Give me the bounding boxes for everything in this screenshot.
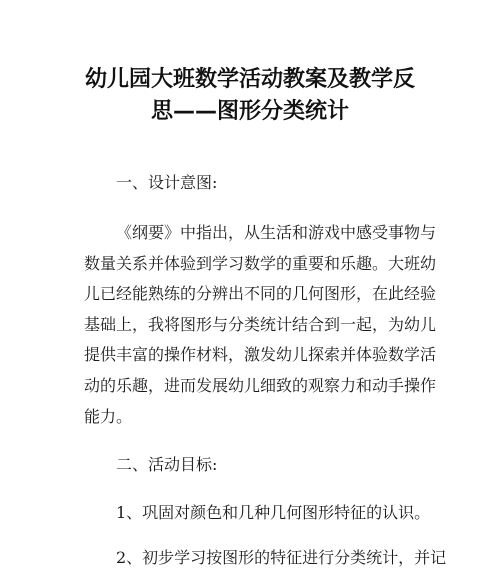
goal-item-1: 1、巩固对颜色和几种几何图形特征的认识。 (116, 503, 431, 522)
paragraph-line: 能力。 (84, 407, 133, 426)
paragraph-line: 数量关系并体验到学习数学的重要和乐趣。大班幼 (84, 254, 437, 273)
goal-item-2: 2、初步学习按图形的特征进行分类统计，并记 (116, 548, 447, 567)
document-title-line-1: 幼儿园大班数学活动教案及教学反 (84, 67, 415, 92)
document-title-line-2: 思——图形分类统计 (150, 99, 349, 124)
paragraph-line: 提供丰富的操作材料，激发幼儿探索并体验数学活 (84, 345, 437, 364)
paragraph-line: 《纲要》中指出，从生活和游戏中感受事物与 (116, 223, 437, 242)
paragraph-line: 基础上，我将图形与分类统计结合到一起，为幼儿 (84, 315, 437, 334)
paragraph-line: 动的乐趣，进而发展幼儿细致的观察力和动手操作 (84, 376, 437, 395)
section-heading-design-intent: 一、设计意图: (116, 173, 218, 192)
paragraph-line: 儿已经能熟练的分辨出不同的几何图形，在此经验 (84, 284, 437, 303)
section-heading-activity-goals: 二、活动目标: (116, 455, 218, 474)
